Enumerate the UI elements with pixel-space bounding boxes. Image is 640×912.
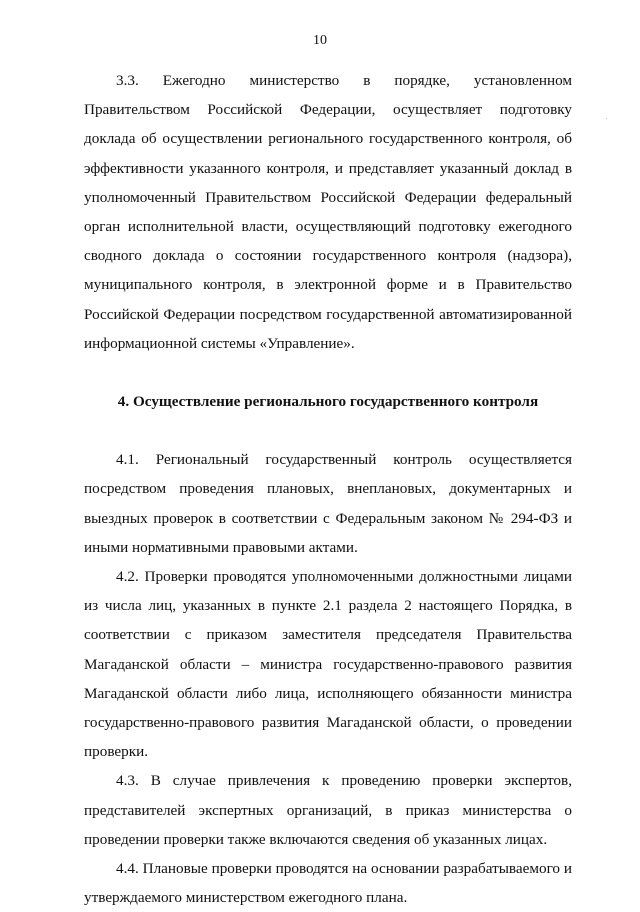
page-number: 10 [313, 33, 327, 48]
spacer [84, 416, 572, 445]
section-4-heading: 4. Осуществление регионального государственного контроля [117, 393, 539, 411]
paragraph-3-3: 3.3. Ежегодно министерство в порядке, установленном Правительством Российской Федерации, осуществляет подготовку доклада об осуществлении регионального государственного контроля, об эффективности указанного контроля, и представляет указанный доклад в уполномоченный Правительством Российской Федерации федеральный орган исполнительной власти, осуществляющий подготовку ежегодного сводного доклада о состоянии государственного контроля (надзора), муниципального контроля, в электронной форме и в Правительство Российской Федерации посредством государственной автоматизированной информационной системы «Управление». [84, 72, 572, 352]
paragraph-4-4: 4.4. Плановые проверки проводятся на основании разрабатываемого и утверждаемого министерством ежегодного плана. [84, 860, 572, 907]
scan-speck [606, 118, 607, 119]
document-body [84, 66, 572, 912]
paragraph-4-1: 4.1. Региональный государственный контроль осуществляется посредством проведения плановых, внеплановых, документарных и выездных проверок в соответствии с Федеральным законом № 294-ФЗ и иными нормативными правовыми актами. [84, 451, 572, 556]
paragraph-4-2: 4.2. Проверки проводятся уполномоченными должностными лицами из числа лиц, указанных в пункте 2.1 раздела 2 настоящего Порядка, в соответствии с приказом заместителя председателя Правительства Магаданской области – министра государственно-правового развития Магаданской области либо лица, исполняющего обязанности министра государственно-правового развития Магаданской области, о проведении проверки. [84, 568, 572, 761]
paragraph-4-3: 4.3. В случае привлечения к проведению проверки экспертов, представителей экспертных организаций, в приказ министерства о проведении проверки также включаются сведения об указанных лицах. [84, 772, 572, 848]
spacer [84, 358, 572, 387]
